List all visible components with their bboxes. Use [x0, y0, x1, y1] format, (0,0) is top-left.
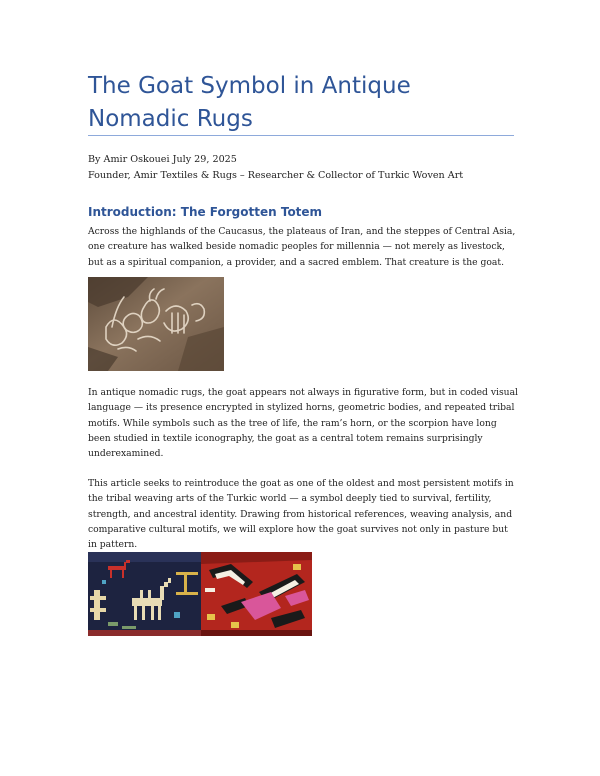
petroglyph-image: [88, 277, 224, 371]
title-divider: [88, 135, 514, 136]
intro-paragraph: Across the highlands of the Caucasus, the plateaus of Iran, and the steppes of Central Asia, one creature has walked beside nomadic peoples for millennia — not merely as livestock, but as a spiritual companion, a provider, and a sacred emblem. That creature is the goat.: [88, 226, 516, 268]
section-heading: Introduction: The Forgotten Totem: [88, 205, 323, 219]
rug-red-motif-image: [201, 552, 312, 636]
byline: By Amir Oskouei July 29, 2025: [88, 154, 237, 165]
page-title: The Goat Symbol in Antique Nomadic Rugs: [88, 73, 411, 132]
author-affiliation: Founder, Amir Textiles & Rugs – Researcher & Collector of Turkic Woven Art: [88, 170, 464, 181]
rug-goat-motif-image: [88, 552, 201, 636]
body-paragraph-3: This article seeks to reintroduce the goat as one of the oldest and most persistent motifs in the tribal weaving arts of the Turkic world — a symbol deeply tied to survival, fertility, strength, and ancestral identity. Drawing from historical references, weaving analysis, and comparative cultural motifs, we will explore how the goat survives not only in pasture but in pattern.: [88, 478, 514, 551]
byline-block: [88, 152, 463, 184]
body-paragraph-2: In antique nomadic rugs, the goat appears not always in figurative form, but in coded visual language — its presence encrypted in stylized horns, geometric bodies, and repeated tribal motifs. While symbols such as the tree of life, the ram’s horn, or the scorpion have long been studied in textile iconography, the goat as a central totem remains surprisingly underexamined.: [88, 387, 519, 460]
